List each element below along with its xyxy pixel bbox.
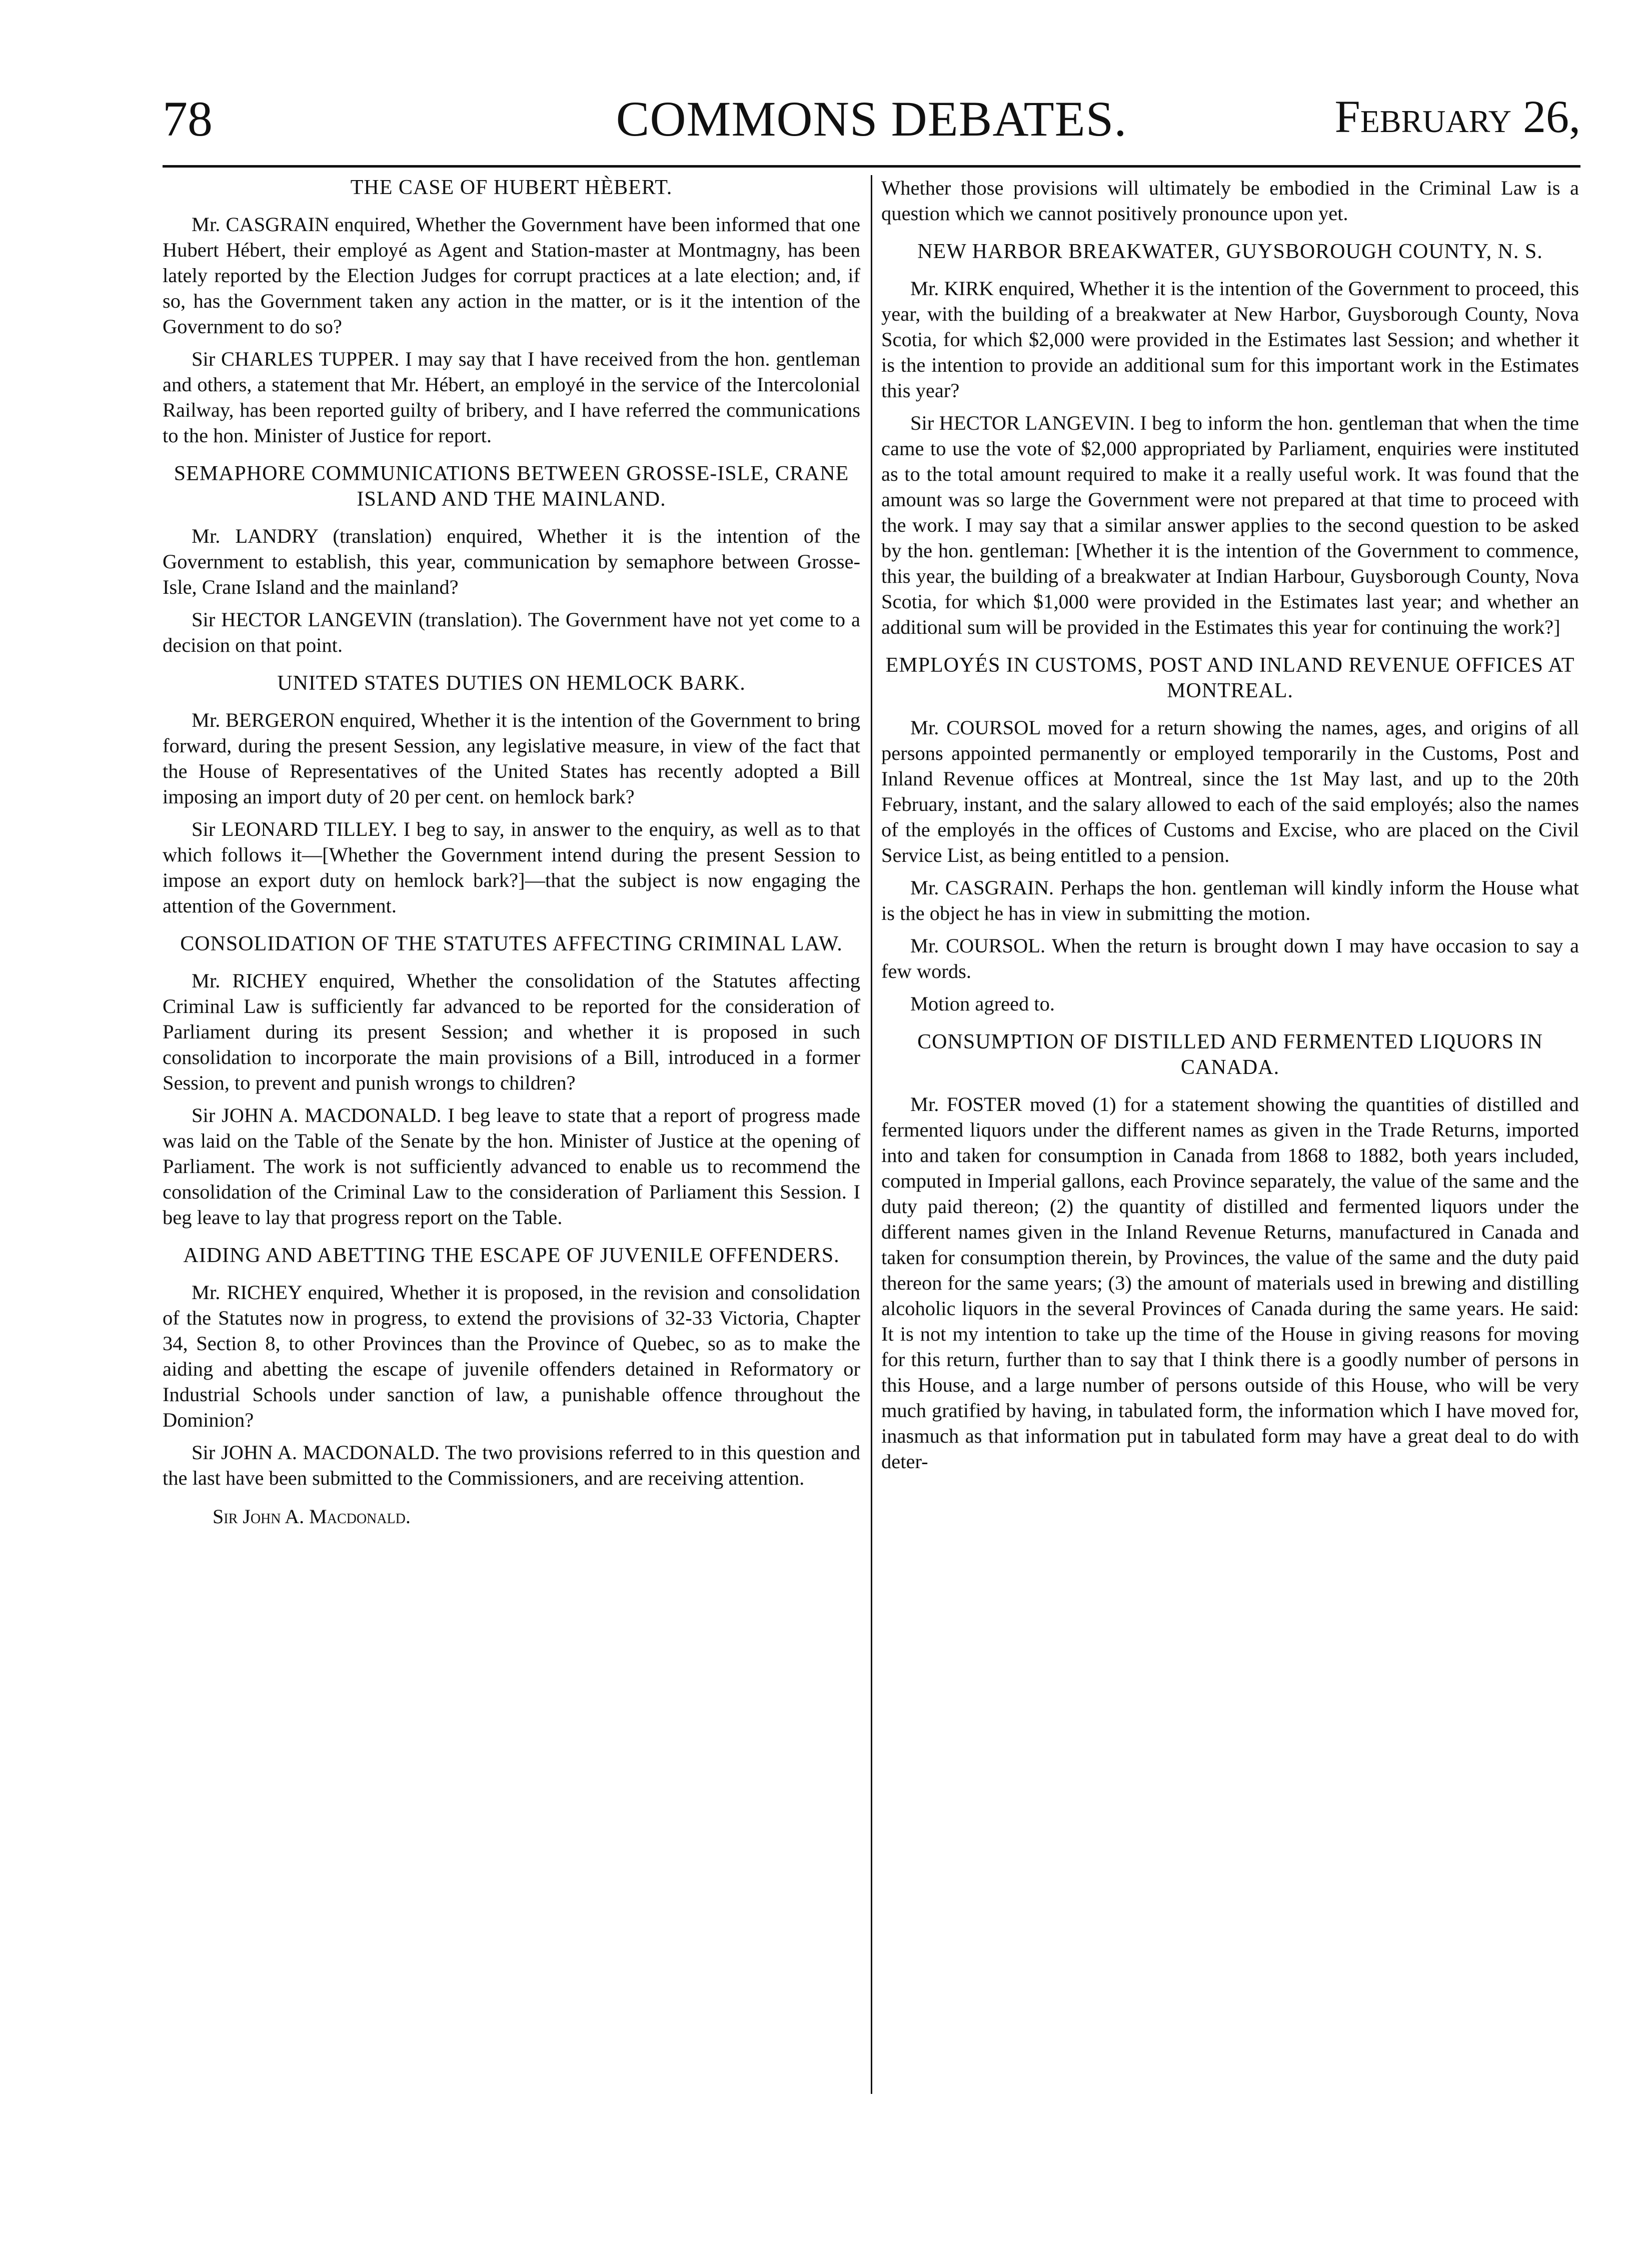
left-column <box>163 175 860 1529</box>
paragraph: Sir CHARLES TUPPER. I may say that I have received from the hon. gentleman and others, a statement that Mr. Hébert, an employé in the service of the Intercolonial Railway, has been reported guilty of bribery, and I have referred the communications to the hon. Minister of Justice for report. <box>163 348 860 447</box>
paragraph: Sir JOHN A. MACDONALD. The two provisions referred to in this question and the last have been submitted to the Commissioners, and are receiving attention. <box>163 1441 860 1489</box>
paragraph: Mr. FOSTER moved (1) for a statement showing the quantities of distilled and fermented liquors under the different names as given in the Trade Returns, imported into and taken for consumption in Canada from 1868 to 1882, both years included, computed in Imperial gallons, each Province separately, the value of the same and the duty paid thereon; (2) the quantity of distilled and fermented liquors under the different names given in the Inland Revenue Returns, manufactured in Canada and taken for consumption therein, by Provinces, the value of the same and the duty paid thereon for the same years; (3) the amount of materials used in brewing and distilling alcoholic liquors in the several Provinces of Canada during the same years. He said: It is not my intention to take up the time of the House in giving reasons for moving for this return, further than to say that I think there is a goodly number of persons in this House, and a large number of persons outside of this House, who will be very much gratified by having, in tabulated form, the information which I have moved for, inasmuch as that information put in tabulated form may have a great deal to do with deter- <box>881 1093 1579 1473</box>
paragraph: Motion agreed to. <box>910 992 1055 1015</box>
journal-title: COMMONS DEBATES. <box>616 91 1127 147</box>
paragraph: Mr. COURSOL. When the return is brought down I may have occasion to say a few words. <box>881 934 1579 982</box>
section-heading: NEW HARBOR BREAKWATER, GUYSBOROUGH COUNTY, N. S. <box>917 240 1543 263</box>
paragraph: Sir HECTOR LANGEVIN. I beg to inform the hon. gentleman that when the time came to use the vote of $2,000 appropriated by Parliament, enquiries were instituted as to the total amount required to make it a really useful work. It was found that the amount was so large the Government were not prepared at that time to proceed with the work. I may say that a similar answer applies to the second question to be asked by the hon. gentleman: [Whether it is the intention of the Government to commence, this year, the building of a breakwater at Indian Harbour, Guysborough County, Nova Scotia, for which $1,000 were provided in the Estimates last year; and whether an additional sum will be provided in the Estimates this year for continuing the work?] <box>881 412 1579 638</box>
section-hubert-hebert <box>163 175 860 448</box>
right-column <box>881 175 1579 1487</box>
paragraph: Mr. LANDRY (translation) enquired, Whether it is the intention of the Government to establish, this year, communication by semaphore between Grosse-Isle, Crane Island and the mainland? <box>163 525 860 598</box>
paragraph: Mr. RICHEY enquired, Whether the consolidation of the Statutes affecting Criminal Law is sufficiently far advanced to be reported for the consideration of Parliament during its present Session; and whether it is proposed in such consolidation to incorporate the main provisions of a Bill, introduced in a former Session, to prevent and punish wrongs to children? <box>163 969 860 1094</box>
page-date <box>1335 90 1580 143</box>
section-juvenile-offenders <box>163 1243 860 1491</box>
page-header <box>163 85 1580 150</box>
section-new-harbor-breakwater <box>881 239 1579 640</box>
column-divider <box>871 175 872 2094</box>
header-rule <box>163 165 1580 168</box>
paragraph: Sir LEONARD TILLEY. I beg to say, in answer to the enquiry, as well as to that which follows it—[Whether the Government intend during the present Session to impose an export duty on hemlock bark?]—that the subject is now engaging the attention of the Government. <box>163 818 860 917</box>
paragraph: Sir HECTOR LANGEVIN (translation). The Government have not yet come to a decision on that point. <box>163 608 860 656</box>
section-semaphore <box>163 461 860 658</box>
page-number: 78 <box>163 91 213 147</box>
paragraph: Whether those provisions will ultimately be embodied in the Criminal Law is a question which we cannot positively pronounce upon yet. <box>881 177 1579 225</box>
section-heading: CONSOLIDATION OF THE STATUTES AFFECTING CRIMINAL LAW. <box>180 932 843 955</box>
date-day: 26, <box>1523 91 1580 142</box>
section-heading: AIDING AND ABETTING THE ESCAPE OF JUVENILE OFFENDERS. <box>183 1244 840 1267</box>
section-heading: THE CASE OF HUBERT HÈBERT. <box>350 176 673 199</box>
section-heading: UNITED STATES DUTIES ON HEMLOCK BARK. <box>277 672 746 695</box>
continuation-block <box>881 175 1579 226</box>
date-month: February <box>1334 91 1511 142</box>
section-heading: SEMAPHORE COMMUNICATIONS BETWEEN GROSSE-ISLE, CRANE ISLAND AND THE MAINLAND. <box>174 462 849 511</box>
paragraph: Mr. CASGRAIN enquired, Whether the Government have been informed that one Hubert Hébert, their employé as Agent and Station-master at Montmagny, has been lately reported by the Election Judges for corrupt practices at a late election; and, if so, has the Government taken any action in the matter, or is it the intention of the Government to do so? <box>163 213 860 338</box>
section-criminal-law <box>163 931 860 1230</box>
section-montreal-employes <box>881 653 1579 1016</box>
section-heading: CONSUMPTION OF DISTILLED AND FERMENTED LIQUORS IN CANADA. <box>917 1030 1543 1079</box>
paragraph: Mr. KIRK enquired, Whether it is the intention of the Government to proceed, this year, with the building of a breakwater at New Harbor, Guysborough County, Nova Scotia, for which $2,000 were provided in the Estimates last Session; and whether it is the intention to provide an additional sum for this important work in the Estimates this year? <box>881 277 1579 402</box>
paragraph: Mr. CASGRAIN. Perhaps the hon. gentleman will kindly inform the House what is the object he has in view in submitting the motion. <box>881 876 1579 924</box>
section-heading: EMPLOYÉS IN CUSTOMS, POST AND INLAND REVENUE OFFICES AT MONTREAL. <box>885 654 1575 702</box>
section-hemlock-bark <box>163 671 860 918</box>
paragraph: Mr. RICHEY enquired, Whether it is proposed, in the revision and consolidation of the Statutes now in progress, to extend the provisions of 32-33 Victoria, Chapter 34, Section 8, to other Provinces than the Province of Quebec, so as to make the aiding and abetting the escape of juvenile offenders detained in Reformatory or Industrial Schools under sanction of law, a punishable offence throughout the Dominion? <box>163 1281 860 1431</box>
catchword: Sir John A. Macdonald. <box>213 1505 411 1528</box>
paragraph: Mr. COURSOL moved for a return showing the names, ages, and origins of all persons appointed permanently or employed temporarily in the Customs, Post and Inland Revenue offices at Montreal, since the 1st May last, and up to the 20th February, instant, and the salary allowed to each of the said employés; also the names of the employés in the offices of Customs and Excise, who are placed on the Civil Service List, as being entitled to a pension. <box>881 716 1579 866</box>
paragraph: Sir JOHN A. MACDONALD. I beg leave to state that a report of progress made was laid on the Table of the Senate by the hon. Minister of Justice at the opening of Parliament. The work is not sufficiently advanced to enable us to recommend the consolidation of the Criminal Law to the consideration of Parliament this Session. I beg leave to lay that progress report on the Table. <box>163 1104 860 1229</box>
section-liquors <box>881 1029 1579 1474</box>
paragraph: Mr. BERGERON enquired, Whether it is the intention of the Government to bring forward, during the present Session, any legislative measure, in view of the fact that the House of Representatives of the United States has recently adopted a Bill imposing an import duty of 20 per cent. on hemlock bark? <box>163 709 860 808</box>
